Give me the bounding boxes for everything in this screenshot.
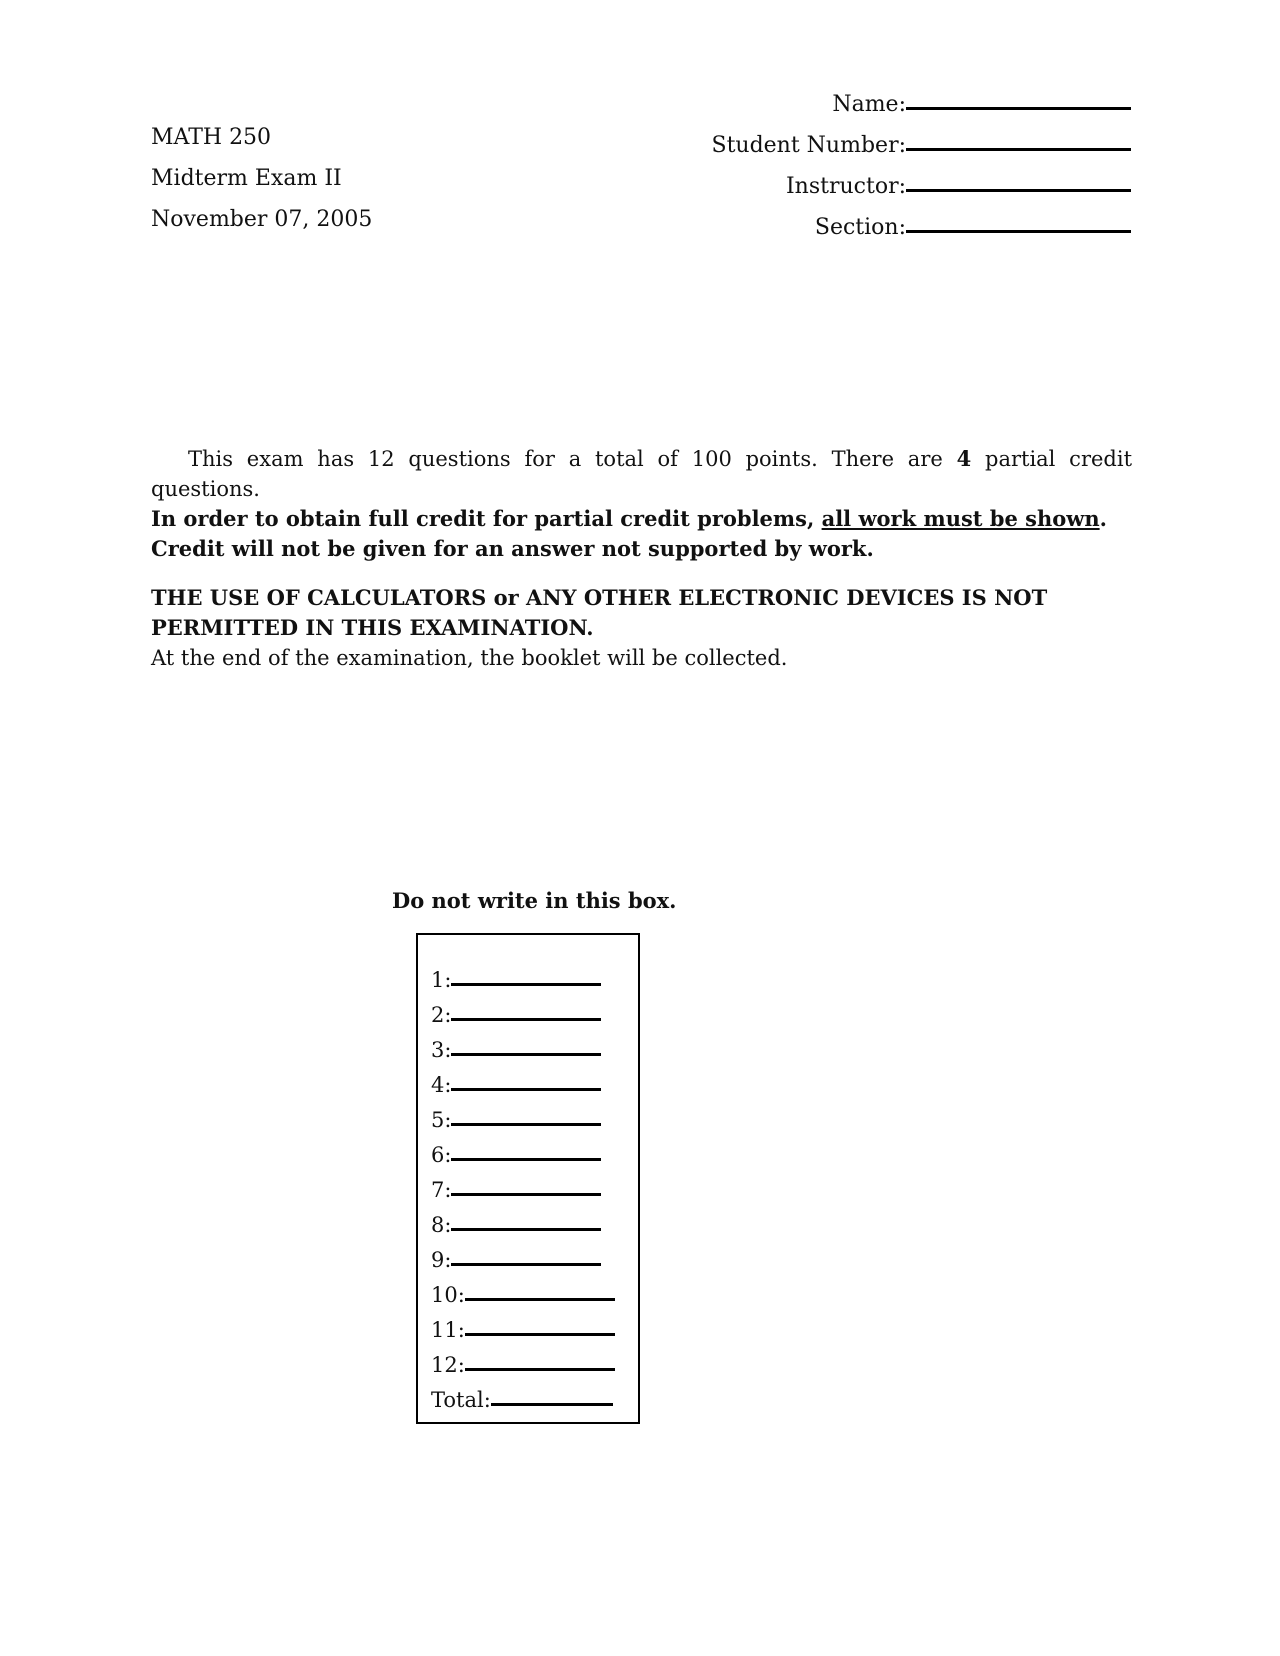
work-notice-post: . (1099, 506, 1107, 531)
instructions (151, 444, 1132, 673)
exam-date: November 07, 2005 (151, 207, 373, 232)
work-notice-underlined: all work must be shown (821, 506, 1100, 531)
work-notice (151, 504, 1132, 534)
score-label-7: 7: (431, 1178, 452, 1202)
score-box (416, 933, 640, 1424)
name-label: Name: (832, 92, 906, 117)
score-label-8: 8: (431, 1213, 452, 1237)
credit-notice: Credit will not be given for an answer not supported by work. (151, 536, 874, 561)
score-row-10[interactable] (431, 1272, 615, 1307)
score-label-12: 12: (431, 1353, 465, 1377)
score-row-total[interactable] (431, 1377, 613, 1412)
calculator-notice: THE USE OF CALCULATORS or ANY OTHER ELECTRONIC DEVICES IS NOT PERMITTED IN THIS EXAMINATION. (151, 585, 1048, 640)
score-row-6[interactable] (431, 1132, 601, 1167)
score-row-2[interactable] (431, 992, 601, 1027)
score-label-3: 3: (431, 1038, 452, 1062)
course-code: MATH 250 (151, 125, 272, 150)
course-info (151, 117, 372, 240)
score-line-7[interactable] (451, 1192, 601, 1196)
work-notice-pre: In order to obtain full credit for partial credit problems, (151, 506, 822, 531)
student-number-label: Student Number: (711, 133, 906, 158)
score-line-8[interactable] (451, 1227, 601, 1231)
score-row-1[interactable] (431, 957, 601, 992)
score-row-4[interactable] (431, 1062, 601, 1097)
score-box-title: Do not write in this box. (392, 888, 677, 913)
section-field[interactable] (571, 199, 1131, 240)
score-row-7[interactable] (431, 1167, 601, 1202)
name-line[interactable] (906, 106, 1131, 110)
score-row-5[interactable] (431, 1097, 601, 1132)
score-row-12[interactable] (431, 1342, 615, 1377)
score-label-10: 10: (431, 1283, 465, 1307)
score-line-10[interactable] (465, 1297, 615, 1301)
score-label-2: 2: (431, 1003, 452, 1027)
score-label-5: 5: (431, 1108, 452, 1132)
collection-notice: At the end of the examination, the booklet will be collected. (151, 646, 788, 670)
score-line-6[interactable] (451, 1157, 601, 1161)
score-line-1[interactable] (451, 982, 601, 986)
score-line-11[interactable] (465, 1332, 615, 1336)
section-label: Section: (814, 215, 906, 240)
instructor-line[interactable] (906, 188, 1131, 192)
score-line-12[interactable] (465, 1367, 615, 1371)
score-line-3[interactable] (451, 1052, 601, 1056)
score-line-9[interactable] (451, 1262, 601, 1266)
partial-count: 4 (956, 446, 972, 471)
intro-post: partial credit questions. (151, 447, 1133, 501)
student-number-line[interactable] (906, 147, 1131, 151)
score-line-2[interactable] (451, 1017, 601, 1021)
instructor-label: Instructor: (785, 174, 906, 199)
score-row-9[interactable] (431, 1237, 601, 1272)
score-label-9: 9: (431, 1248, 452, 1272)
student-fields (571, 76, 1131, 240)
score-label-4: 4: (431, 1073, 452, 1097)
score-row-3[interactable] (431, 1027, 601, 1062)
score-row-8[interactable] (431, 1202, 601, 1237)
exam-name: Midterm Exam II (151, 166, 342, 191)
section-line[interactable] (906, 229, 1131, 233)
name-field[interactable] (571, 76, 1131, 117)
score-row-11[interactable] (431, 1307, 615, 1342)
student-number-field[interactable] (571, 117, 1131, 158)
score-line-4[interactable] (451, 1087, 601, 1091)
intro-pre: This exam has 12 questions for a total of 100 points. There are (188, 447, 957, 471)
score-label-total: Total: (431, 1388, 491, 1412)
score-line-total[interactable] (491, 1402, 613, 1406)
score-label-11: 11: (431, 1318, 465, 1342)
score-label-6: 6: (431, 1143, 452, 1167)
intro-paragraph (151, 444, 1132, 504)
score-label-1: 1: (431, 968, 452, 992)
score-line-5[interactable] (451, 1122, 601, 1126)
instructor-field[interactable] (571, 158, 1131, 199)
